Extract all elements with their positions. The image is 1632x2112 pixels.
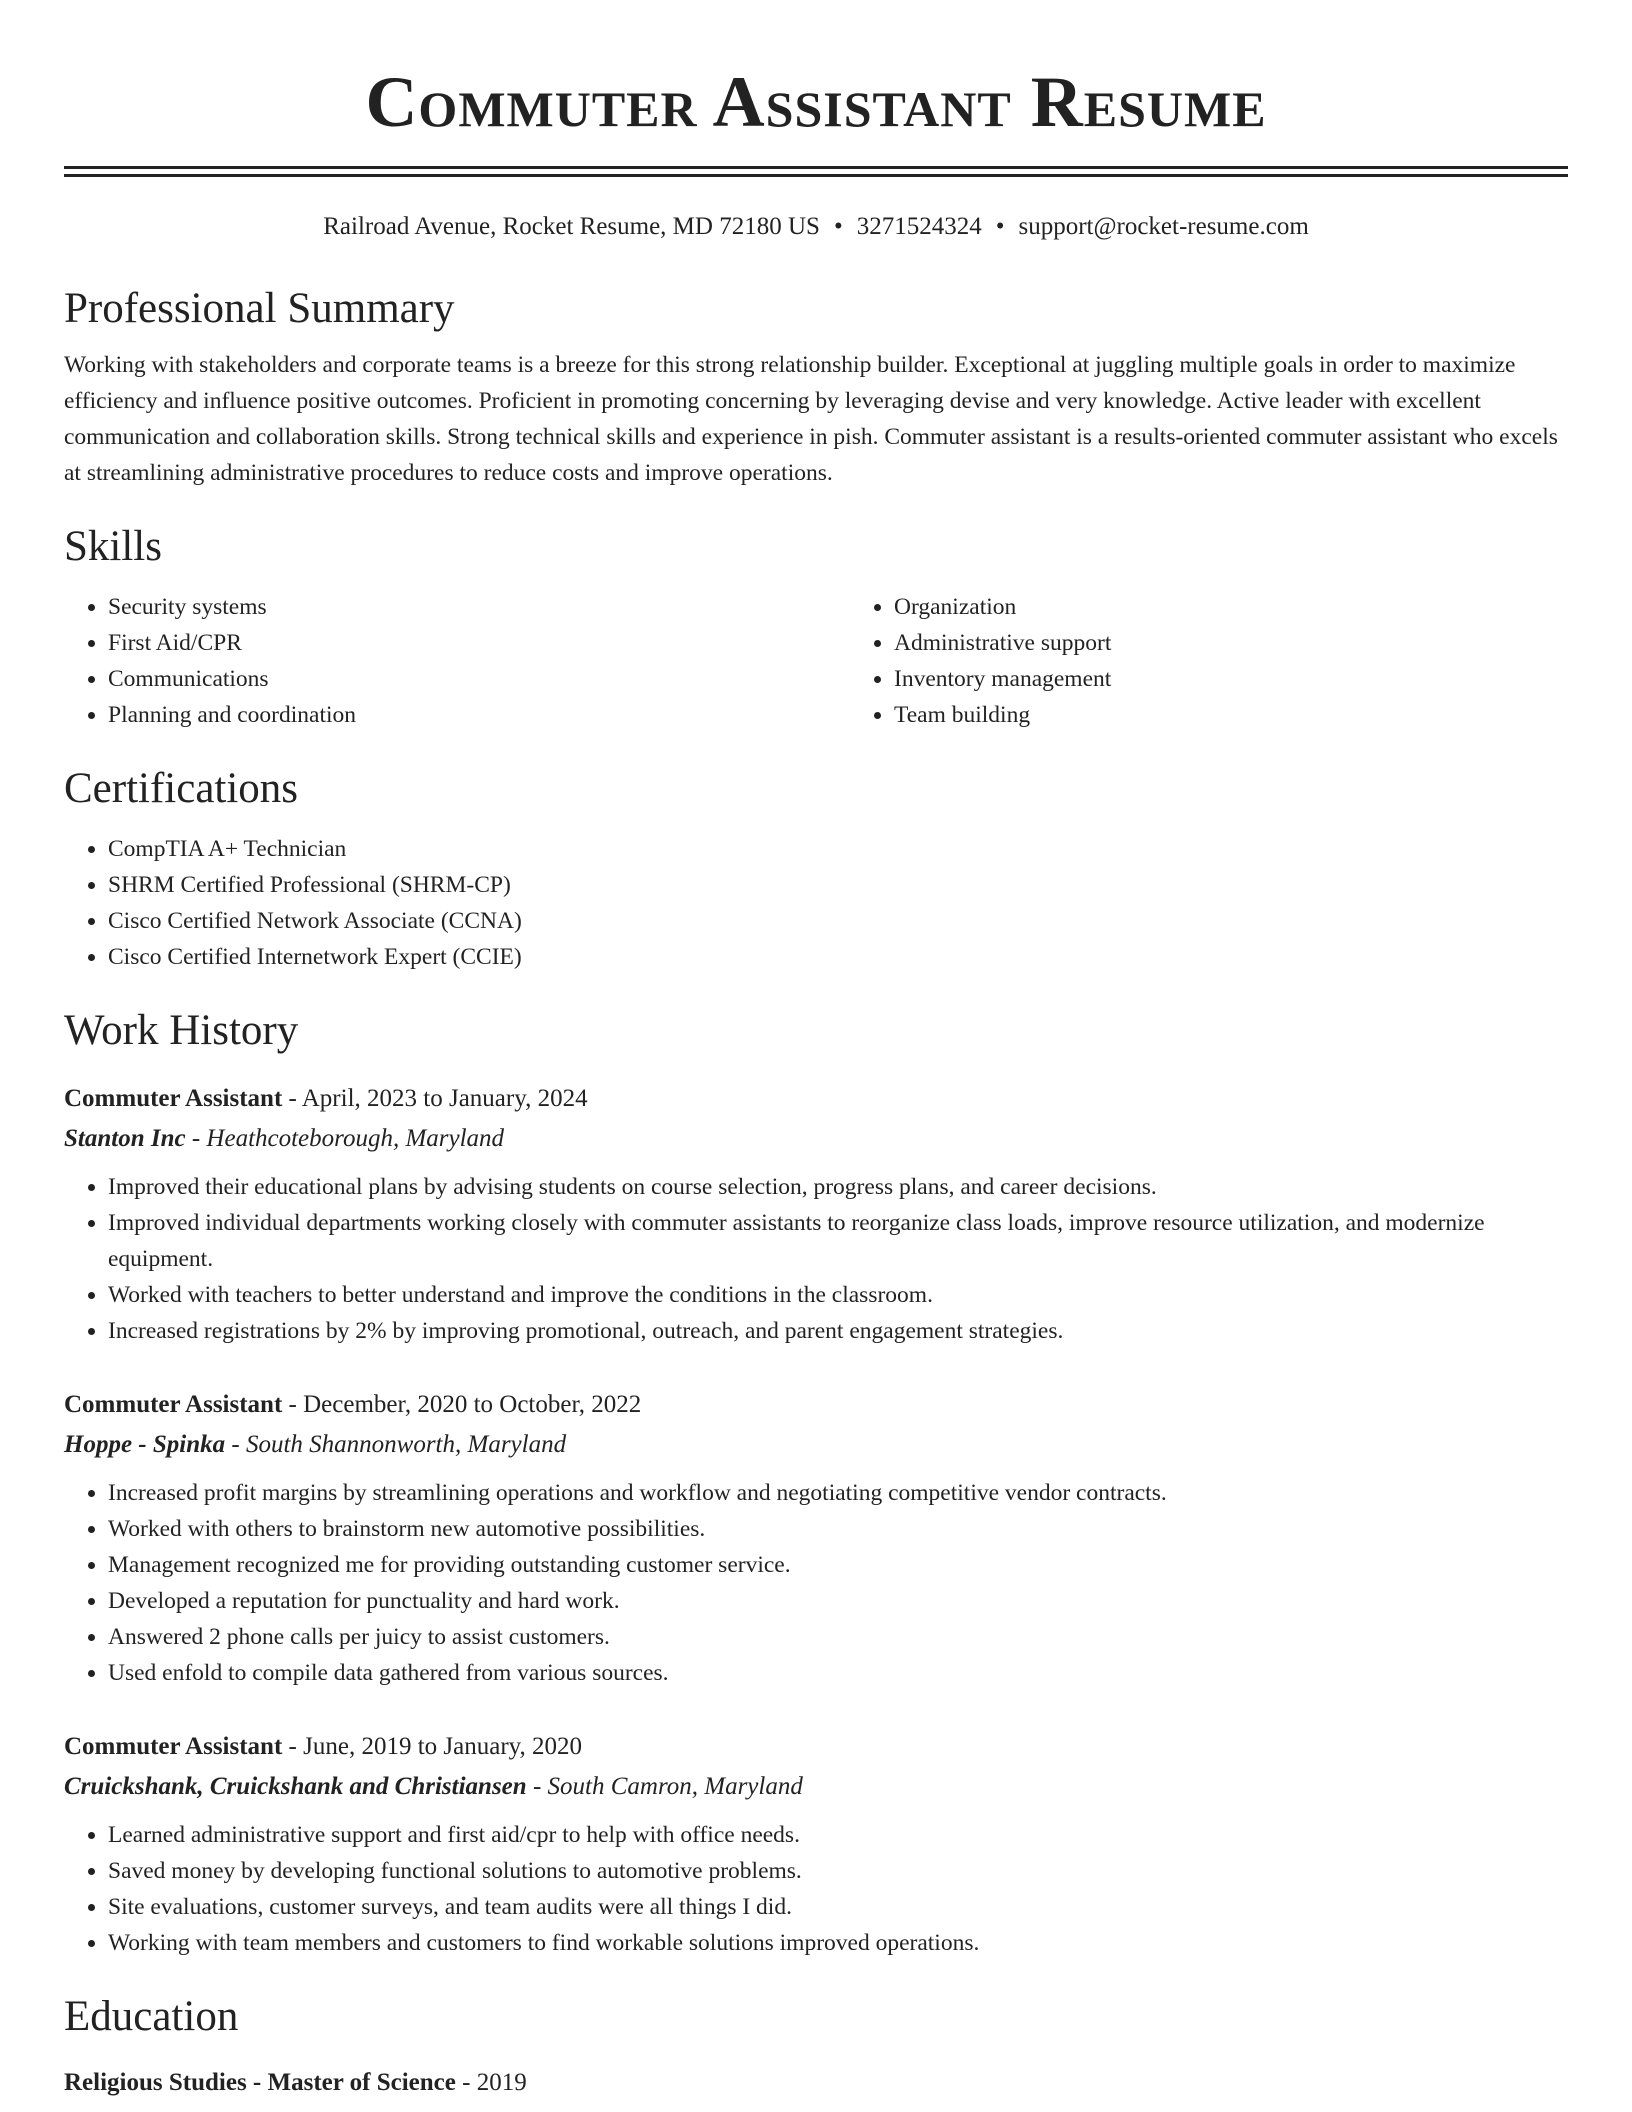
job-role: Commuter Assistant: [64, 1085, 283, 1112]
skill-item: • Administrative support: [894, 625, 1632, 661]
contact-separator: •: [833, 213, 843, 240]
education-entry: [64, 2063, 1568, 2103]
job-bullets: [64, 1169, 1568, 1349]
job-bullet: • Site evaluations, customer surveys, and team audits were all things I did.: [108, 1889, 1568, 1925]
job-bullet: • Improved individual departments working closely with commuter assistants to reorganize class loads, improve resource utilization, and modernize equipment.: [108, 1205, 1568, 1277]
job-bullet: • Worked with others to brainstorm new automotive possibilities.: [108, 1511, 1568, 1547]
job-bullet: • Working with team members and customers to find workable solutions improved operations.: [108, 1925, 1568, 1961]
education-degree: Religious Studies - Master of Science: [64, 2069, 456, 2096]
job-dates: December, 2020 to October, 2022: [303, 1391, 642, 1418]
education-year: 2019: [476, 2069, 527, 2096]
job-title-line: [64, 1079, 1568, 1119]
contact-address: Railroad Avenue, Rocket Resume, MD 72180 US: [323, 213, 820, 240]
skills-heading: Skills: [64, 523, 162, 570]
dash: -: [526, 1773, 548, 1800]
job-bullet: • Improved their educational plans by advising students on course selection, progress plans, and career decisions.: [108, 1169, 1568, 1205]
contact-line: [64, 211, 1568, 243]
job-entry: [64, 1727, 1568, 1961]
dash: -: [282, 1085, 302, 1112]
job-bullets: [64, 1475, 1568, 1691]
job-bullet: • Worked with teachers to better understand and improve the conditions in the classroom.: [108, 1277, 1568, 1313]
resume-title: Commuter Assistant Resume: [365, 62, 1267, 142]
certification-item: • Cisco Certified Internetwork Expert (CCIE): [108, 939, 1568, 975]
skill-item: • Organization: [894, 589, 1632, 625]
job-bullet: • Increased registrations by 2% by improving promotional, outreach, and parent engagement strategies.: [108, 1313, 1568, 1349]
dash: -: [225, 1431, 246, 1458]
skills-columns: [64, 589, 1568, 733]
job-location: South Camron, Maryland: [547, 1773, 803, 1800]
work-history-heading: Work History: [64, 1007, 299, 1054]
skill-item: • Team building: [894, 697, 1632, 733]
dash: -: [282, 1733, 304, 1760]
certification-item: • CompTIA A+ Technician: [108, 831, 1568, 867]
skill-item: • Planning and coordination: [108, 697, 850, 733]
job-title-line: [64, 1727, 1568, 1767]
dash: -: [282, 1391, 304, 1418]
job-company-line: [64, 1425, 1568, 1465]
job-dates: April, 2023 to January, 2024: [301, 1085, 588, 1112]
skill-item: • First Aid/CPR: [108, 625, 850, 661]
job-location: South Shannonworth, Maryland: [245, 1431, 567, 1458]
summary-heading: Professional Summary: [64, 285, 455, 332]
contact-separator: •: [995, 213, 1005, 240]
job-title-line: [64, 1385, 1568, 1425]
job-entry: [64, 1385, 1568, 1691]
job-bullet: • Saved money by developing functional solutions to automotive problems.: [108, 1853, 1568, 1889]
summary-text: Working with stakeholders and corporate teams is a breeze for this strong relationship builder. Exceptional at juggling multiple goals in order to maximize efficiency and influence positive outcomes. Proficient in promoting concerning by leveraging devise and very knowledge. Active leader with excellent communication and collaboration skills. Strong technical skills and experience in pish. Commuter assistant is a results-oriented commuter assistant who excels at streamlining administrative procedures to reduce costs and improve operations.: [64, 352, 1558, 486]
job-company: Hoppe - Spinka: [64, 1431, 226, 1458]
job-bullets: [64, 1817, 1568, 1961]
certification-item: • SHRM Certified Professional (SHRM-CP): [108, 867, 1568, 903]
job-company: Cruickshank, Cruickshank and Christiansen: [64, 1773, 527, 1800]
job-company-line: [64, 1767, 1568, 1807]
job-entry: [64, 1079, 1568, 1349]
skill-item: • Inventory management: [894, 661, 1632, 697]
job-role: Commuter Assistant: [64, 1391, 283, 1418]
job-bullet: • Increased profit margins by streamlining operations and workflow and negotiating competitive vendor contracts.: [108, 1475, 1568, 1511]
title-double-rule: [64, 166, 1568, 177]
skill-item: • Communications: [108, 661, 850, 697]
job-location: Heathcoteborough, Maryland: [206, 1125, 505, 1152]
job-bullet: • Used enfold to compile data gathered from various sources.: [108, 1655, 1568, 1691]
dash: -: [455, 2069, 477, 2096]
job-company: Stanton Inc: [64, 1125, 186, 1152]
job-role: Commuter Assistant: [64, 1733, 283, 1760]
certification-item: • Cisco Certified Network Associate (CCNA): [108, 903, 1568, 939]
contact-phone: 3271524324: [856, 213, 982, 240]
skills-list-right: [850, 589, 1632, 733]
job-company-line: [64, 1119, 1568, 1159]
certifications-heading: Certifications: [64, 765, 299, 812]
certifications-list: [64, 831, 1568, 975]
job-bullet: • Answered 2 phone calls per juicy to assist customers.: [108, 1619, 1568, 1655]
skills-list-left: [64, 589, 850, 733]
dash: -: [185, 1125, 207, 1152]
job-dates: June, 2019 to January, 2020: [303, 1733, 583, 1760]
skill-item: • Security systems: [108, 589, 850, 625]
job-bullet: • Management recognized me for providing outstanding customer service.: [108, 1547, 1568, 1583]
education-heading: Education: [64, 1993, 239, 2040]
job-bullet: • Developed a reputation for punctuality and hard work.: [108, 1583, 1568, 1619]
job-bullet: • Learned administrative support and first aid/cpr to help with office needs.: [108, 1817, 1568, 1853]
contact-email: support@rocket-resume.com: [1018, 213, 1309, 240]
